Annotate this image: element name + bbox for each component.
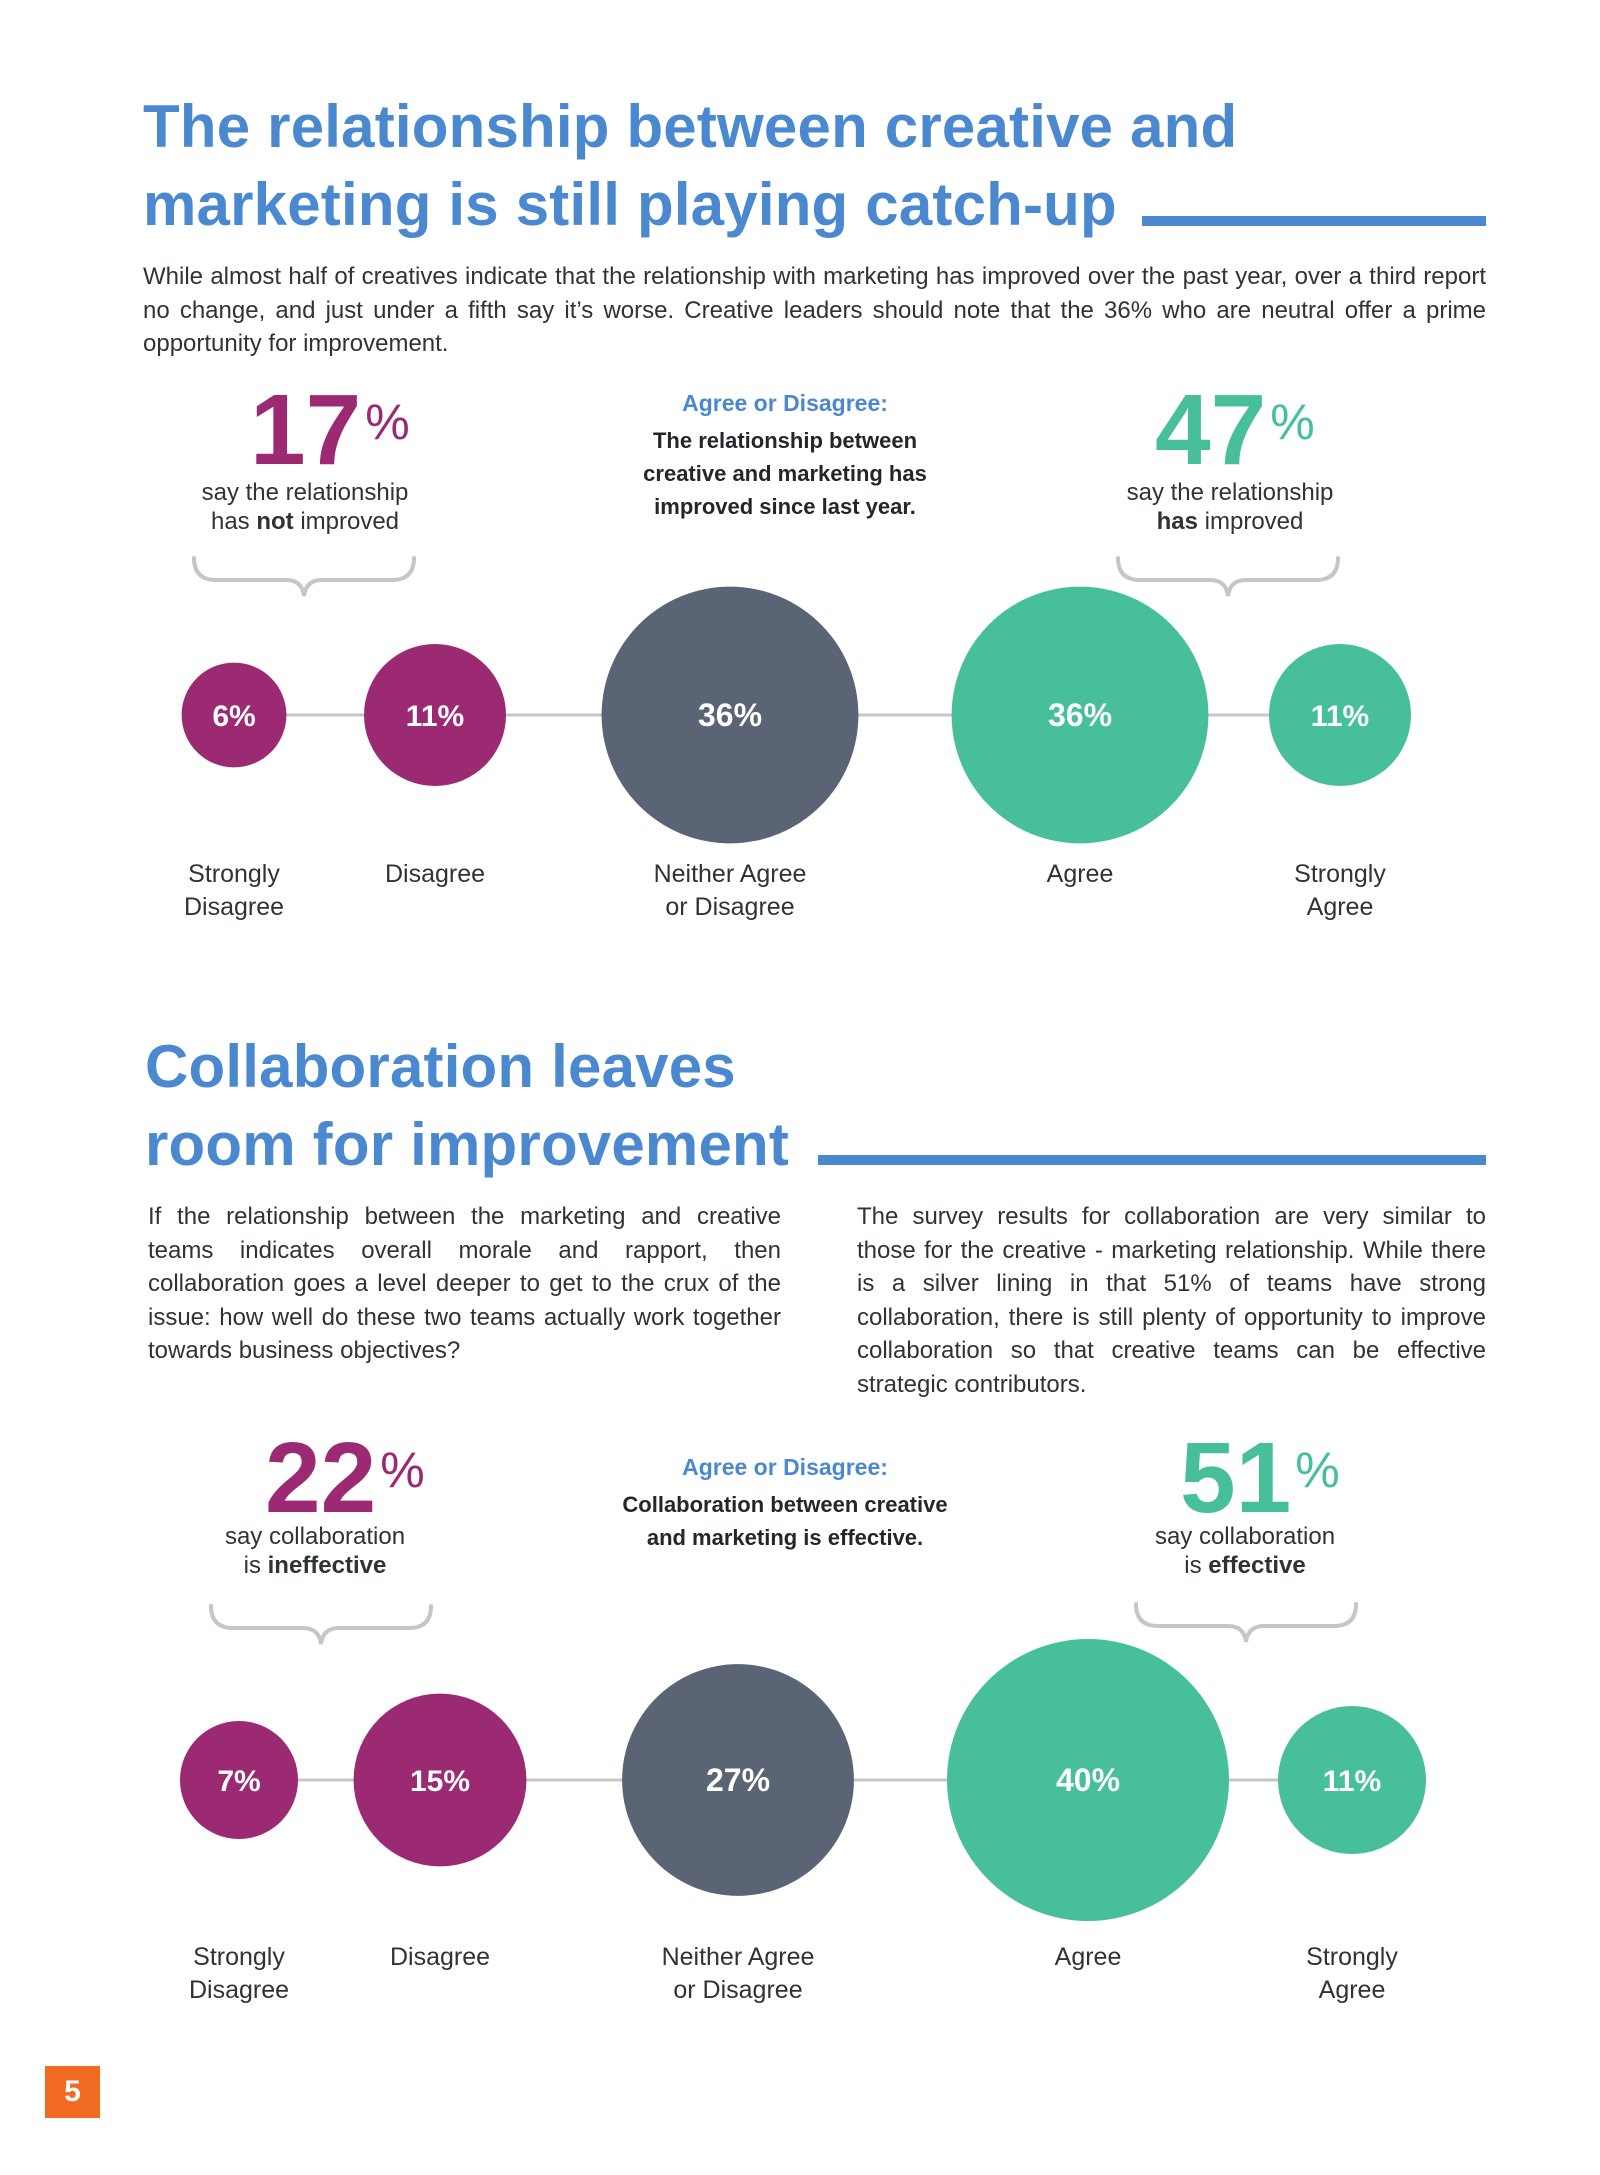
category-label-strongly-agree: Strongly Agree (1306, 1943, 1398, 2004)
section2-right-stat-value: 51% (1180, 1422, 1340, 1534)
section2-column-left: If the relationship between the marketing and creative teams indicates overall morale and rapport, then collaboration goes a level deeper to get to the crux of the issue: how well do these two teams actually work together towards business objectives? (148, 1203, 781, 1364)
section1-intro: While almost half of creatives indicate that the relationship with marketing has improved over the past year, over a third report no change, and just under a fifth say it’s worse. Creative leaders should note that the 36% who are neutral offer a prime opportunity for improvement. (143, 263, 1486, 357)
section1-title-line1: The relationship between creative and (143, 93, 1238, 160)
page-number-badge: 5 (45, 2066, 100, 2118)
section2-title-line1: Collaboration leaves (145, 1033, 736, 1100)
section2-question-heading: Agree or Disagree: (682, 1454, 888, 1480)
category-label-neither: Neither Agree or Disagree (661, 1943, 815, 2004)
section2-question (575, 1452, 995, 1554)
section1-right-stat-caption: say the relationship has improved (1126, 479, 1334, 535)
section1-title-line2: marketing is still playing catch-up (143, 171, 1117, 238)
section2-left-stat-caption: say collaboration is ineffective (224, 1523, 406, 1579)
category-label-strongly-disagree: Strongly Disagree (188, 1943, 290, 2004)
bubble-value-strongly-disagree: 7% (217, 1765, 261, 1798)
section1-title-rule (1142, 216, 1486, 226)
category-label-agree: Agree (1054, 1943, 1122, 1971)
bubble-value-agree: 40% (1055, 1762, 1121, 1798)
category-label-neither: Neither Agree or Disagree (653, 860, 807, 921)
section1-question (580, 388, 990, 523)
relationship-bubble-chart (0, 540, 1600, 940)
section2-title-rule (818, 1155, 1486, 1165)
disagree-group-bracket (194, 558, 414, 596)
bubble-value-strongly-disagree: 6% (212, 700, 256, 733)
section1-question-text: The relationship between creative and marketing has improved since last year. (643, 428, 927, 519)
category-label-disagree: Disagree (389, 1943, 491, 1971)
bubble-value-neither: 36% (697, 697, 763, 733)
section1-right-stat-value: 47% (1155, 374, 1315, 486)
bubble-value-strongly-agree: 11% (1322, 1765, 1382, 1798)
category-label-disagree: Disagree (384, 860, 486, 888)
section2-column-right: The survey results for collaboration are very similar to those for the creative - marketing relationship. While there is a silver lining in that 51% of teams have strong collaboration, there is still plenty of opportunity to improve collaboration so that creative teams can be effective strategic contributors. (857, 1203, 1486, 1398)
disagree-group-bracket (211, 1606, 431, 1644)
section2-title-line2: room for improvement (145, 1111, 790, 1178)
agree-group-bracket (1118, 558, 1338, 596)
bubble-value-disagree: 15% (409, 1765, 471, 1798)
category-label-strongly-disagree: Strongly Disagree (183, 860, 285, 921)
bubble-value-disagree: 11% (405, 700, 465, 733)
collaboration-bubble-chart (0, 1598, 1600, 2018)
bubble-value-neither: 27% (705, 1762, 771, 1798)
section2-left-stat-value: 22% (265, 1422, 425, 1534)
category-label-agree: Agree (1046, 860, 1114, 888)
agree-group-bracket (1136, 1604, 1356, 1642)
section2-question-text: Collaboration between creative and marketing is effective. (622, 1492, 948, 1550)
bubble-value-strongly-agree: 11% (1310, 700, 1370, 733)
section2-right-stat-caption: say collaboration is effective (1154, 1523, 1336, 1579)
section1-left-stat-value: 17% (250, 374, 410, 486)
category-label-strongly-agree: Strongly Agree (1294, 860, 1386, 921)
bubble-value-agree: 36% (1047, 697, 1113, 733)
section1-left-stat-caption: say the relationship has not improved (201, 479, 409, 535)
section1-question-heading: Agree or Disagree: (682, 390, 888, 416)
